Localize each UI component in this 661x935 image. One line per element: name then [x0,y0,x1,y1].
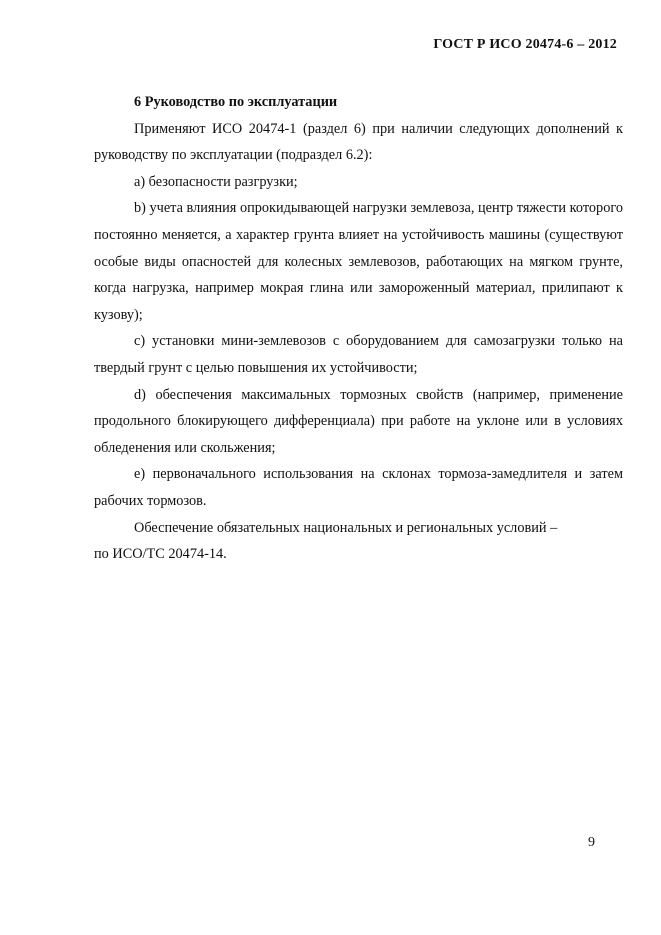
document-body [94,89,623,568]
list-item-d: d) обеспечения максимальных тормозных свойств (например, применение продольного блокирующего дифференциала) при работе на уклоне или в условиях обледенения или скольжения; [94,386,623,456]
closing-paragraph: Обеспечение обязательных национальных и региональных условий – [134,519,558,536]
closing-reference: по ИСО/ТС 20474-14. [94,546,227,563]
list-item-b: b) учета влияния опрокидывающей нагрузки землевоза, центр тяжести которого постоянно меняется, а характер грунта влияет на устойчивость машины (существуют особые виды опасностей для колесных землевозов, работающих на мягком грунте, когда нагрузка, например мокрая глина или замороженный материал, прилипают к кузову); [94,200,623,323]
list-item-e: e) первоначального использования на склонах тормоза-замедлителя и затем рабочих тормозов. [94,466,623,509]
list-item-a: a) безопасности разгрузки; [134,173,298,190]
page-number: 9 [588,835,595,850]
section-heading: 6 Руководство по эксплуатации [134,94,338,110]
document-code-header: ГОСТ Р ИСО 20474-6 – 2012 [433,37,617,52]
list-item-c: c) установки мини-землевозов с оборудованием для самозагрузки только на твердый грунт с целью повышения их устойчивости; [94,333,623,376]
intro-paragraph: Применяют ИСО 20474-1 (раздел 6) при наличии следующих дополнений к руководству по эксплуатации (подраздел 6.2): [94,120,623,164]
